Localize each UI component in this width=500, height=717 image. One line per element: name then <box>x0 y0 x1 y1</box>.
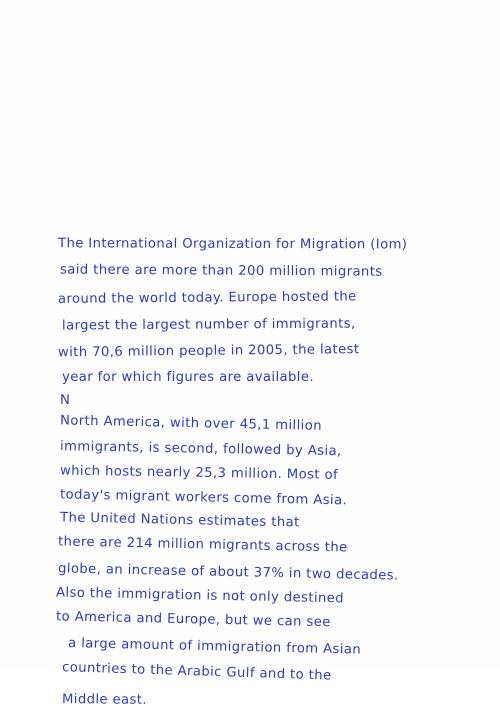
text-line-9: immigrants, is second, followed by Asia, <box>59 438 342 459</box>
text-line-12: The United Nations estimates that <box>59 510 300 531</box>
text-line-11: today's migrant workers come from Asia. <box>59 487 348 509</box>
handwritten-text-block <box>52 232 492 715</box>
text-line-19: Middle east. <box>61 691 148 708</box>
text-line-16: to America and Europe, but we can see <box>55 609 331 631</box>
text-line-2: said there are more than 200 million migrants <box>59 261 383 280</box>
text-line-7: N <box>59 392 71 408</box>
text-line-15: Also the immigration is not only destined <box>55 585 345 607</box>
text-line-18: countries to the Arabic Gulf and to the <box>61 660 332 684</box>
text-line-6: year for which figures are available. <box>62 369 314 385</box>
text-line-3: around the world today. Europe hosted the <box>57 289 357 307</box>
text-line-17: a large amount of immigration from Asian <box>67 635 362 658</box>
text-line-1: The International Organization for Migration (Iom) <box>57 236 408 253</box>
text-line-10: which hosts nearly 25,3 million. Most of <box>59 463 339 483</box>
text-line-5: with 70,6 million people in 2005, the latest <box>57 342 360 361</box>
text-line-4: largest the largest number of immigrants, <box>61 315 356 334</box>
text-line-14: globe, an increase of about 37% in two decades. <box>57 560 399 584</box>
text-line-13: there are 214 million migrants across the <box>57 534 348 556</box>
text-line-8: North America, with over 45,1 million <box>59 413 323 434</box>
